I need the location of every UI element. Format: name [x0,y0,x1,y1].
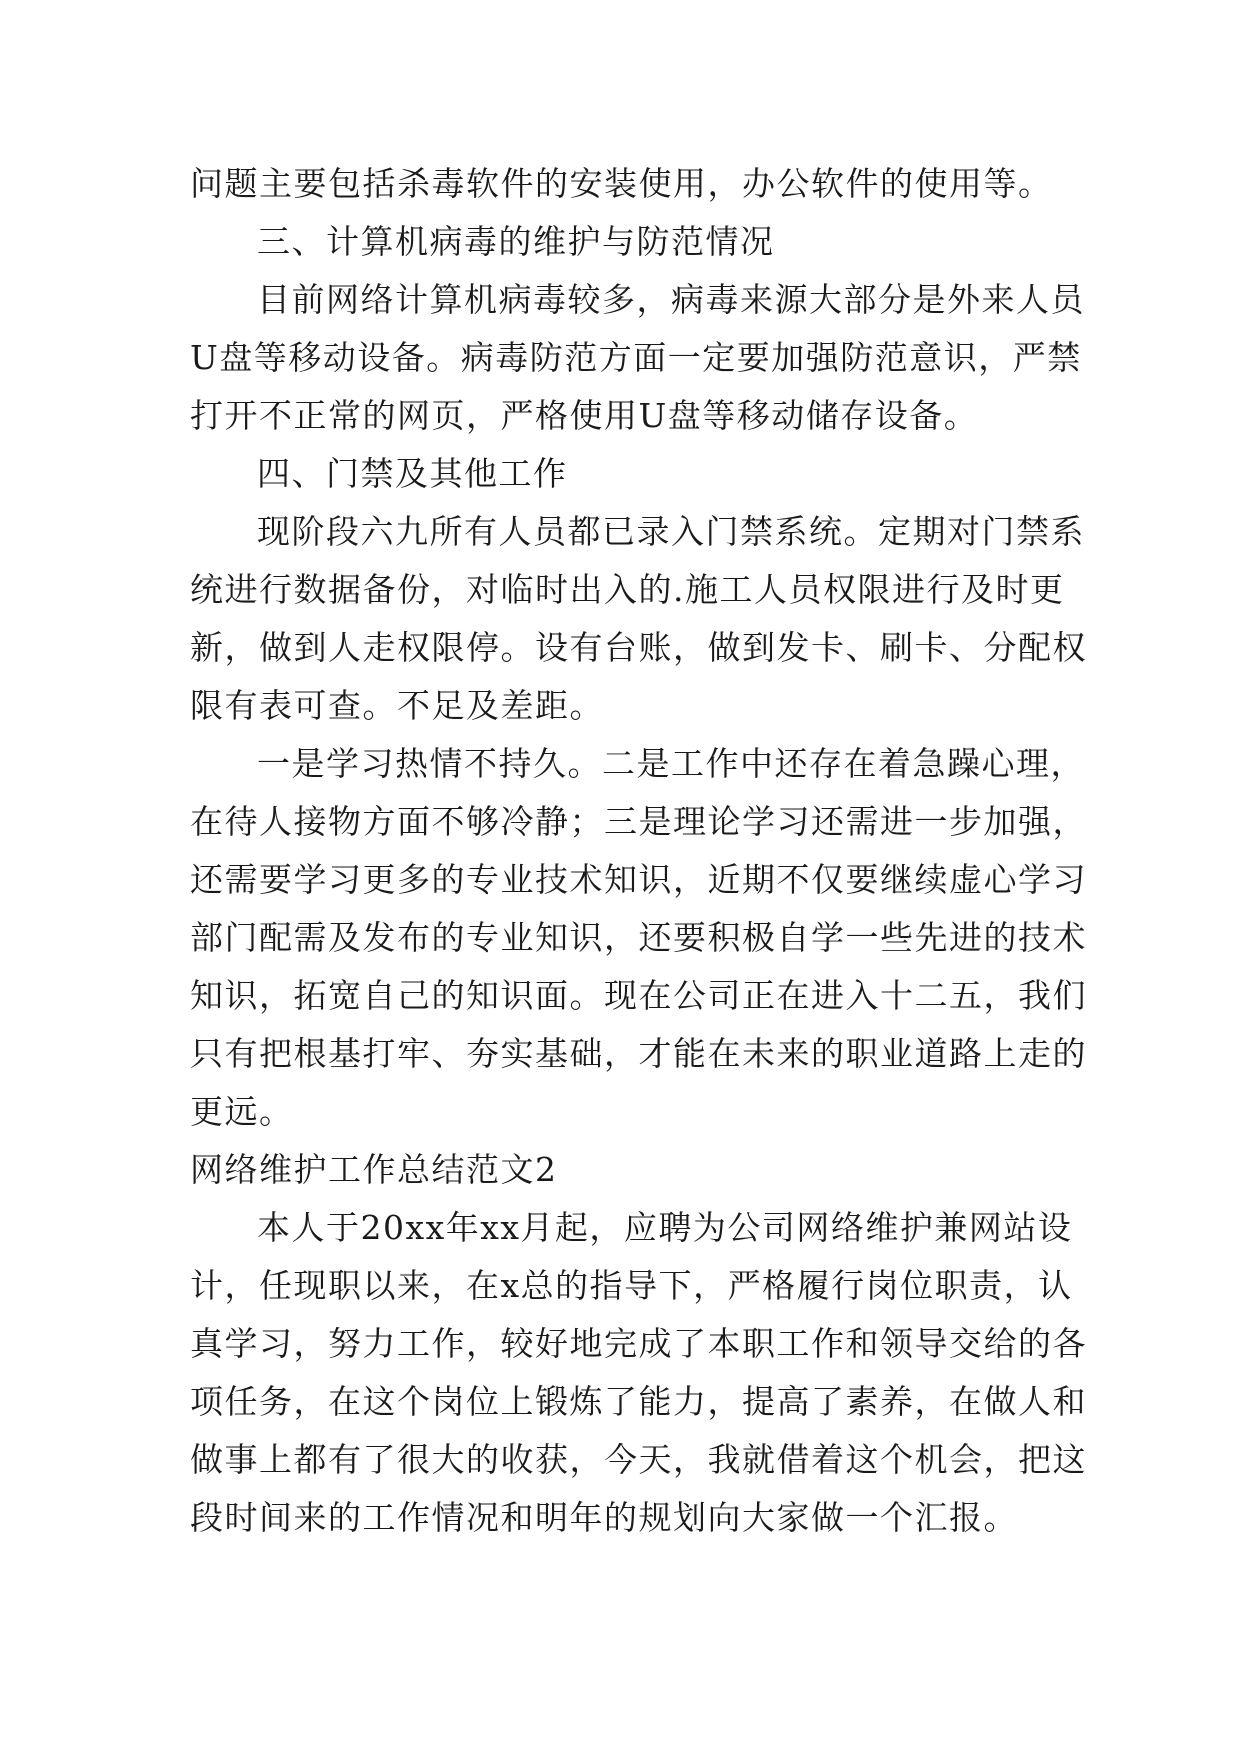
paragraph-line: 部门配需及发布的专业知识，还要积极自学一些先进的技术 [190,918,1087,957]
paragraph-line: 问题主要包括杀毒软件的安装使用，办公软件的使用等。 [190,164,1053,203]
paragraph-line: 打开不正常的网页，严格使用U盘等移动储存设备。 [190,396,979,435]
document-title-2: 网络维护工作总结范文2 [190,1150,558,1189]
section-heading-virus: 三、计算机病毒的维护与防范情况 [257,222,775,261]
paragraph-line: 项任务，在这个岗位上锻炼了能力，提高了素养，在做人和 [190,1382,1087,1421]
paragraph-line: 知识，拓宽自己的知识面。现在公司正在进入十二五，我们 [190,976,1087,1015]
paragraph-line: 更远。 [190,1092,294,1131]
paragraph-line: 本人于20xx年xx月起，应聘为公司网络维护兼网站设 [257,1208,1073,1247]
paragraph-line: 在待人接物方面不够冷静；三是理论学习还需进一步加强， [190,802,1087,841]
paragraph-line: 目前网络计算机病毒较多，病毒来源大部分是外来人员 [257,280,1085,319]
paragraph-line: 一是学习热情不持久。二是工作中还存在着急躁心理， [257,744,1085,783]
paragraph-line: 现阶段六九所有人员都已录入门禁系统。定期对门禁系 [257,512,1085,551]
section-heading-access: 四、门禁及其他工作 [257,454,568,493]
paragraph-line: 统进行数据备份，对临时出入的.施工人员权限进行及时更 [190,570,1065,609]
paragraph-line: 段时间来的工作情况和明年的规划向大家做一个汇报。 [190,1498,1018,1537]
paragraph-line: 还需要学习更多的专业技术知识，近期不仅要继续虚心学习 [190,860,1087,899]
paragraph-line: 计，任现职以来，在x总的指导下，严格履行岗位职责，认 [190,1266,1073,1305]
paragraph-line: 限有表可查。不足及差距。 [190,686,604,725]
paragraph-line: 做事上都有了很大的收获，今天，我就借着这个机会，把这 [190,1440,1087,1479]
paragraph-line: U盘等移动设备。病毒防范方面一定要加强防范意识，严禁 [190,338,1082,377]
paragraph-line: 只有把根基打牢、夯实基础，才能在未来的职业道路上走的 [190,1034,1087,1073]
paragraph-line: 真学习，努力工作，较好地完成了本职工作和领导交给的各 [190,1324,1087,1363]
paragraph-line: 新，做到人走权限停。设有台账，做到发卡、刷卡、分配权 [190,628,1087,667]
